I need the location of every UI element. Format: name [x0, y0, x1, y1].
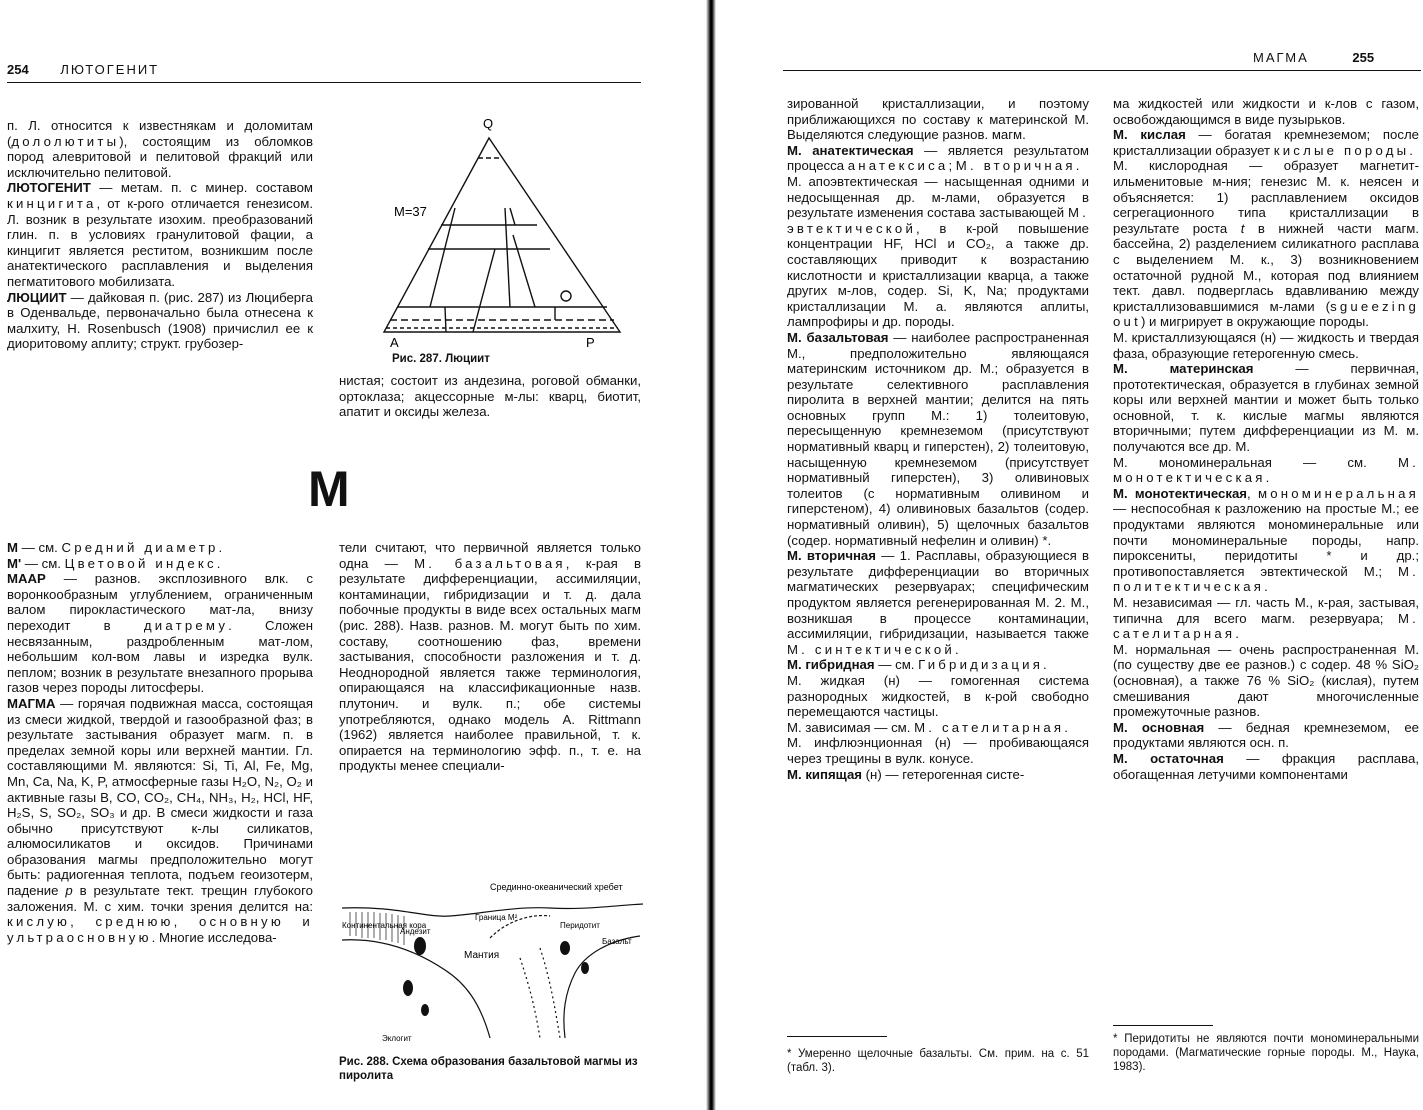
left-page-number: 254: [7, 62, 29, 77]
fig287-label-p: P: [586, 335, 595, 350]
left-col1-bottom-paragraph: МАГМА — горячая подвижная масса, состоящая из смеси жидкой, твердой и газообразной фаз; в результате застывания образует магм. п. в пределах земной коры или верхней мантии. Гл. составляющими М. являются: Si, Ti, Al, Fe, Mg, Mn, Ca, Na, K, P, атмосферные газы H₂O, N₂, O₂ и активные газы B, CO, CO₂, CH₄, NH₃, H₂, HCl, HF, H₂S, S, SO₂, SO₃ и др. В смеси жидкости и газа обычно присутствуют к-лы силикатов, алюмосиликатов и оксидов. Причинами образования магмы предположительно могут быть: радиогенная теплота, подъем геоизотерм, падение p в результате тект. трещин глубокого заложения. М. с хим. точки зрения делится на: кислую, среднюю, основную и ультраосновную. Многие исследова-: [7, 695, 313, 945]
right-col1-paragraph: М. анатектическая — является результатом процесса анатексиса; М. вторичная.: [787, 142, 1090, 174]
fig287-label-a: A: [390, 335, 399, 350]
ternary-triangle: [384, 138, 620, 332]
left-col1-bottom-paragraph: М — см. Средний диаметр.: [7, 540, 223, 555]
right-col1-footnote-rule: [787, 1036, 887, 1037]
left-col1-top-text: [7, 118, 313, 352]
left-col1-bottom-paragraph: МААР — разнов. эксплозивного влк. с воронкообразным углублением, ограниченным валом пирокластического мат-ла, внизу переходит в диатрему. Сложен несвязанным, раздробленным мат-лом, небольшим кол-вом лавы и изредка вулк. пеплом; возник в результате внезапного прорыва газов через породы литосферы.: [7, 571, 313, 696]
right-col2-paragraph: ма жидкостей или жидкости и к-лов с газом, освобождающимся в виде пузырьков.: [1113, 96, 1419, 127]
fig287-ternary-diagram: [350, 110, 650, 350]
right-col2-paragraph: М. мономинеральная — см. М. монотектическая.: [1113, 454, 1419, 486]
right-col1-paragraph: М. гибридная — см. Гибридизация.: [787, 657, 1047, 673]
fig288-caption: Рис. 288. Схема образования базальтовой магмы из пиролита: [339, 1056, 638, 1082]
right-page-number: 255: [1352, 50, 1375, 65]
left-col1-top-paragraph: ЛЮТОГЕНИТ — метам. п. с минер. составом кинцигита, от к-рого отличается генезисом. Л. возник в результате изохим. преобразований глин. п. в условиях гранулитовой фации, а кинцигит является реститом, возникшим после анатектического расплавления и выделения пегматитового мобилизата.: [7, 180, 313, 289]
left-col2-top-paragraph: нистая; состоит из андезина, роговой обманки, ортоклаза; акцессорные м-лы: кварц, биотит, апатит и оксиды железа.: [339, 373, 641, 420]
right-col1-paragraph: М. апоэвтектическая — насыщенная одними и недосыщенная др. м-лами, образуется в результате изменения состава застывающей М. эвтектической, в к-рой повышение концентрации HF, HCl и CO₂, а также др. составляющих приводит к возрастанию кислотности и кристаллизации кварца, а также других м-лов, содер. Si, K, Na; продуктами кристаллизации М. а. являются аплиты, лампрофиры и др. породы.: [787, 173, 1089, 330]
fig287-label-m: M=37: [394, 204, 427, 219]
fig288-label-boundary: Граница M²: [475, 913, 518, 922]
left-col1-top-paragraph: п. Л. относится к известнякам и доломитам (дололютиты), состоящим из обломков пород алевритовой и пелитовой фракций или исключительно пелитовой.: [7, 118, 313, 180]
right-col1-paragraph: М. базальтовая — наиболее распространенная М., предположительно являющаяся материнским источником др. М.; образуется в результате селективного расплавления пиролита в верхней мантии; делится на пять основных групп М.: 1) толеитовую, пересыщенную кремнеземом (присутствуют нормативный кварц и гиперстен), 2) толеитовую, насыщенную кремнеземом (присутствует нормативный гиперстен), 3) оливиновых толеитов (с нормативным оливином и гиперстеном), 4) оливиновых базальтов (содер. нормативный оливин), 5) щелочных базальтов (содер. нормативный нефелин и оливин) *.: [787, 329, 1090, 548]
left-running-head: ЛЮТОГЕНИТ: [60, 62, 160, 77]
section-letter: М: [308, 461, 350, 517]
fig288-magma-schema: [340, 878, 645, 1048]
left-col2-top-text: [339, 373, 641, 420]
left-header-rule: [7, 82, 641, 83]
left-col2-bottom-paragraph: тели считают, что первичной является только одна — М. базальтовая, к-рая в результате дифференциации, ассимиляции, контаминации, гибридизации и т. д. дала побочные продукты в виде всех остальных магм (рис. 288). Назв. разнов. М. могут быть по хим. составу, соотношению фаз, времени застывания, способности разложения и т. д. Неоднородной является также терминология, опирающаяся на классификационные назв. плутонич. и вулк. п.; обе системы употребляются, однако модель A. Rittmann (1962) является наиболее правильной, т. к. опирается на терминологию эфф. п., т. е. на продукты менее специали-: [339, 540, 641, 774]
right-page-header: [1253, 50, 1374, 65]
right-col2-paragraph: М. основная — бедная кремнеземом, ее продуктами являются осн. п.: [1113, 719, 1419, 751]
right-col1-paragraph: М. кипящая (н) — гетерогенная систе-: [787, 766, 1025, 782]
right-col2-paragraph: М. кристаллизующаяся (н) — жидкость и твердая фаза, образующие гетерогенную смесь.: [1113, 329, 1419, 361]
right-col1-paragraph: М. зависимая — см. М. сателитарная.: [787, 719, 1068, 735]
fig288-label-basalt: Базальт: [602, 937, 632, 946]
right-col2-paragraph: М. независимая — гл. часть М., к-рая, застывая, типична для всего магм. резервуара; М. сателитарная.: [1113, 595, 1419, 642]
right-col2-footnote: * Перидотиты не являются почти мономинеральными породами. (Магматические горные породы. М., Наука, 1983).: [1113, 1033, 1419, 1073]
right-col2-paragraph: М. материнская — первичная, прототектическая, образуется в глубинах земной коры или верхней мантии и может быть только основной, т. к. кислые магмы являются вторичными; путем дифференциации из М. м. получаются все др. М.: [1113, 361, 1419, 455]
right-col1-paragraph: М. инфлюэнционная (н) — пробивающаяся через трещины в вулк. конусе.: [787, 735, 1089, 766]
fig288-label-ridge: Срединно-океанический хребет: [490, 882, 623, 892]
right-col1-paragraph: зированной кристаллизации, и поэтому приближающихся по составу к материнской М. Выделяются следующие разнов. магм.: [787, 96, 1089, 143]
right-col2-footnote-rule: [1113, 1025, 1213, 1026]
right-col2-paragraph: М. монотектическая, мономинеральная — неспособная к разложению на простые М.; ее продуктами являются мономинеральные или почти мономинеральные породы, напр. пироксениты, перидотиты * и др.; противопоставляется эвтектической М.; М. политектическая.: [1113, 485, 1419, 595]
left-col1-bottom-text: [7, 540, 313, 945]
right-col2-paragraph: М. нормальная — очень распространенная М. (по существу две ее разнов.) с содер. 48 % SiO₂ (основная), а также 76 % SiO₂ (кислая), путем смешивания дают многочисленные промежуточные разнов.: [1113, 641, 1419, 720]
right-header-rule: [783, 70, 1421, 71]
left-page-header: [7, 62, 159, 77]
fig287-caption: Рис. 287. Люциит: [392, 353, 490, 365]
right-col1-text: [787, 96, 1089, 782]
fig288-label-crust: Континентальная кора: [342, 921, 427, 930]
right-col1-footnote: * Умеренно щелочные базальты. См. прим. на с. 51 (табл. 3).: [787, 1048, 1089, 1074]
fig287-sample-point: [561, 291, 571, 301]
right-col2-paragraph: М. кислая — богатая кремнеземом; после кристаллизации образует кислые породы.: [1113, 127, 1419, 158]
right-col1-paragraph: М. жидкая (н) — гомогенная система разнородных жидкостей, в к-рой свободно перемещаются частицы.: [787, 672, 1089, 720]
right-col2-paragraph: М. остаточная — фракция расплава, обогащенная летучими компонентами: [1113, 750, 1419, 782]
fig288-label-andesite: Андезит: [400, 927, 431, 936]
fig287-label-q: Q: [483, 116, 494, 131]
right-col2-text: [1113, 96, 1419, 782]
left-col1-top-paragraph: ЛЮЦИИТ — дайковая п. (рис. 287) из Люциберга в Оденвальде, первоначально была отнесена к малхиту, H. Rosenbusch (1908) причислил ее к диоритовому аплиту; структ. грубозер-: [7, 289, 313, 352]
right-col2-paragraph: М. кислородная — образует магнетит-ильменитовые м-ния; генезис М. к. неясен и объясняется: 1) расплавлением оксидов сегрегационного типа кристаллизации в результате роста t в нижней части магм. бассейна, 2) разделением силикатного расплава с выделением М. к., 3) возникновением остаточной рудной М., которая под влиянием тект. давл. подверглась вдавливанию между кристаллизовавшимися м-лами (sgueezing out) и мигрирует в окружающие породы.: [1113, 158, 1419, 330]
left-col1-bottom-paragraph: М' — см. Цветовой индекс.: [7, 555, 221, 571]
fig288-label-eclogite: Эклогит: [382, 1034, 412, 1043]
fig288-label-mantle: Мантия: [464, 950, 500, 961]
right-page: [713, 0, 1423, 1110]
left-col2-bottom-text: [339, 540, 641, 774]
right-col1-paragraph: М. вторичная — 1. Расплавы, образующиеся в результате дифференциации во вторичных магматических резервуарах; специфическим продуктом является регенерированная М. 2. М., возникшая в процессе контаминации, ассимиляции, гибридизации, называется также М. синтектической.: [787, 548, 1089, 657]
right-running-head: МАГМА: [1253, 50, 1309, 65]
fig288-label-peridotite: Перидотит: [560, 921, 600, 930]
